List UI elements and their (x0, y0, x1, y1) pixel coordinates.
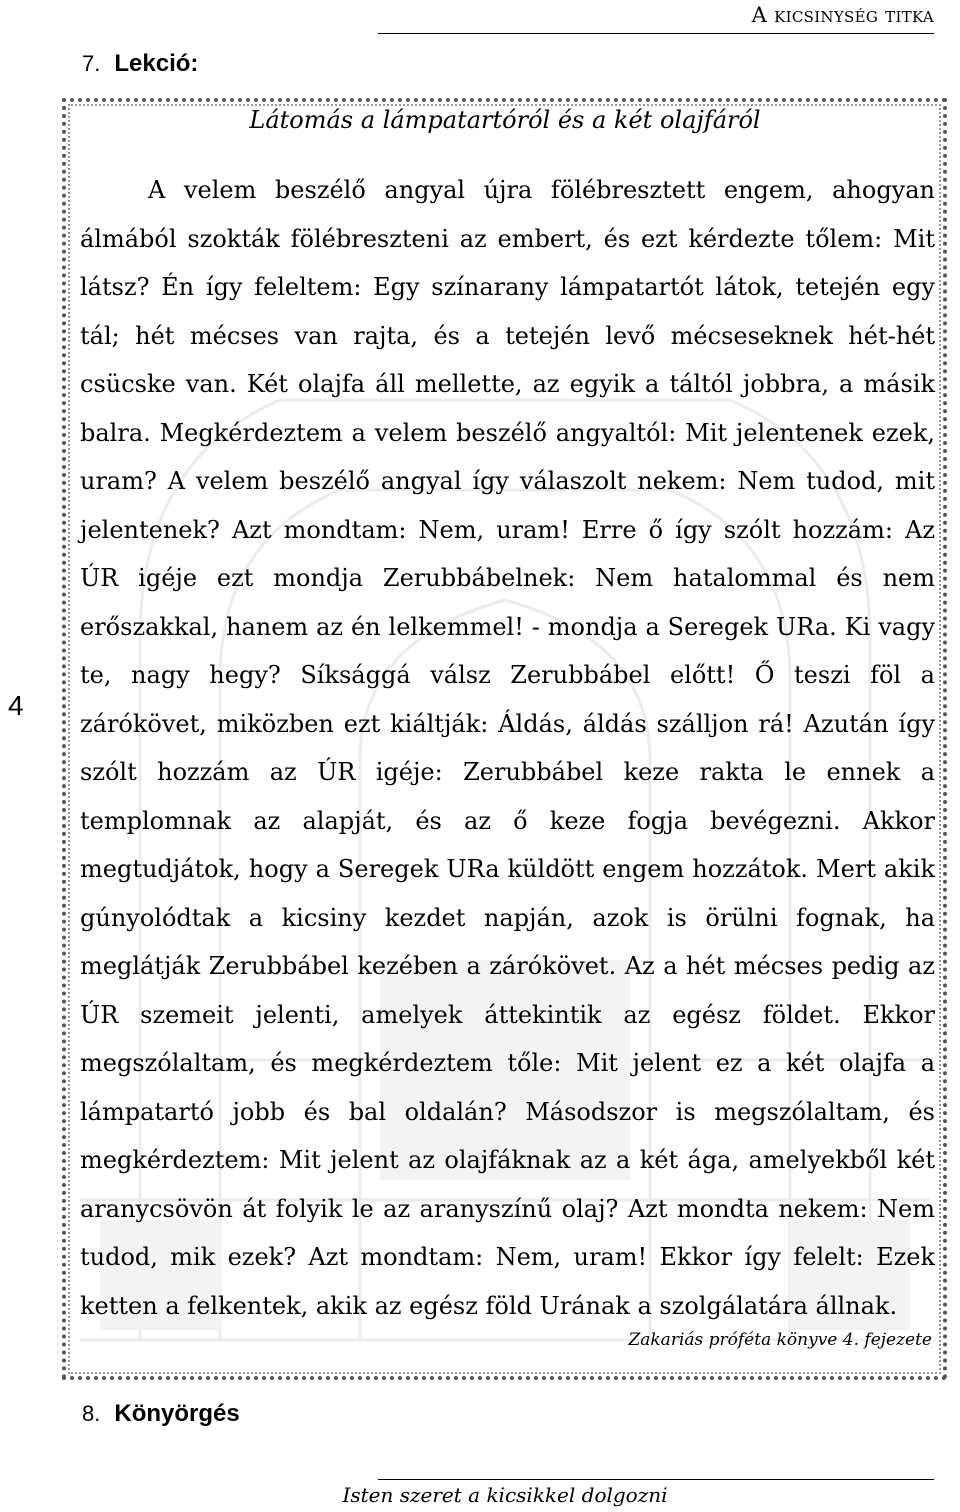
section-number: 8. (82, 1401, 101, 1426)
footer-rule (378, 1479, 934, 1480)
scripture-passage-body: A velem beszélő angyal újra fölébresztett engem, ahogyan álmából szokták fölébreszteni az embert, és ezt kérdezte tőlem: Mit látsz? Én így feleltem: Egy színarany lámpatartót látok, tetején egy tál; hét mécses van rajta, és a tetején levő mécseseknek hét-hét csücske van. Két olajfa áll mellette, az egyik a táltól jobbra, a másik balra. Megkérdeztem a velem beszélő angyaltól: Mit jelentenek ezek, uram? A velem beszélő angyal így válaszolt nekem: Nem tudod, mit jelentenek? Azt mondtam: Nem, uram! Erre ő így szólt hozzám: Az ÚR igéje ezt mondja Zerubbábelnek: Nem hatalommal és nem erőszakkal, hanem az én lelkemmel! - mondja a Seregek URa. Ki vagy te, nagy hegy? Síksággá válsz Zerubbábel előtt! Ő teszi föl a zárókövet, miközben ezt kiáltják: Áldás, áldás szálljon rá! Azután így szólt hozzám az ÚR igéje: Zerubbábel keze rakta le ennek a templomnak az alapját, és az ő keze fogja bevégezni. Akkor megtudjátok, hogy a Seregek URa küldött engem hozzátok. Mert akik gúnyolódtak a kicsiny kezdet napján, azok is örülni fognak, ha meglátják Zerubbábel kezében a zárókövet. Az a hét mécses pedig az ÚR szemeit jelenti, amelyek áttekintik az egész földet. Ekkor megszólaltam, és megkérdeztem tőle: Mit jelent ez a két olajfa a lámpatartó jobb és bal oldalán? Másodszor is megszólaltam, és megkérdeztem: Mit jelent az olajfáknak az a két ága, amelyekből két aranycsövön át folyik le az aranyszínű olaj? Azt mondta nekem: Nem tudod, mik ezek? Azt mondtam: Nem, uram! Ekkor így felelt: Ezek ketten a felkentek, akik az egész föld Urának a szolgálatára állnak. (80, 176, 935, 1320)
lesson-heading (82, 50, 198, 78)
scripture-citation: Zakariás próféta könyve 4. fejezete (628, 1330, 932, 1350)
section-label: Könyörgés (114, 1400, 240, 1427)
section-heading (82, 1400, 240, 1428)
lesson-number: 7. (82, 51, 101, 76)
page-number: 4 (8, 690, 24, 721)
passage-title: Látomás a lámpatartóról és a két olajfáról (249, 106, 761, 134)
running-footer-text: Isten szeret a kicsikkel dolgozni (342, 1483, 668, 1507)
header-rule (378, 33, 934, 34)
lesson-label: Lekció: (114, 50, 199, 77)
running-header-title: A kicsinység titka (751, 3, 934, 27)
